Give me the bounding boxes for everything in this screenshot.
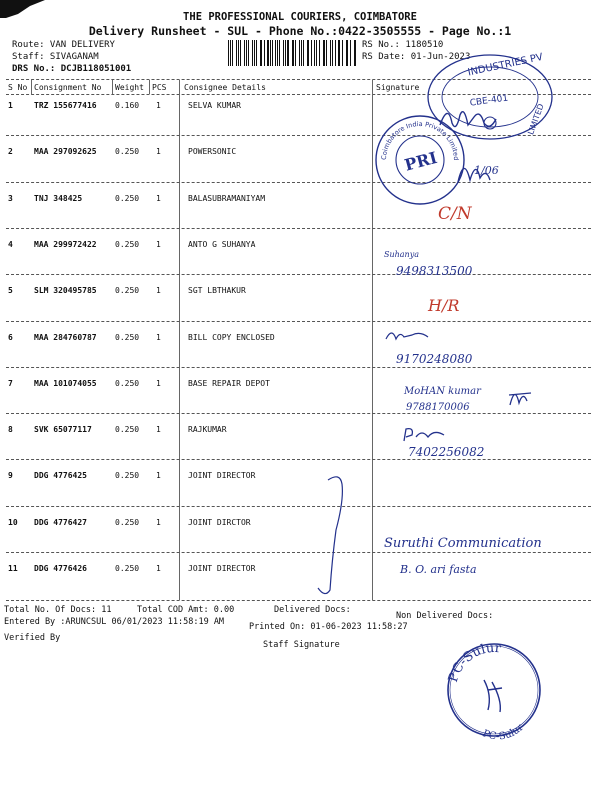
- row-divider: [6, 413, 591, 414]
- row-sno: 4: [8, 240, 13, 249]
- row-sno: 2: [8, 147, 13, 156]
- row-consignee: JOINT DIRECTOR: [188, 564, 256, 573]
- rs-date: RS Date: 01-Jun-2023: [362, 52, 471, 62]
- round-stamp-center: PRI: [402, 147, 440, 175]
- row-weight: 0.250: [115, 194, 140, 203]
- col-sep: [149, 80, 150, 94]
- row-pcs: 1: [156, 333, 161, 342]
- row-consignment: SVK 65077117: [34, 425, 92, 434]
- row-pcs: 1: [156, 147, 161, 156]
- printed-on: Printed On: 01-06-2023 11:58:27: [249, 622, 408, 632]
- row-weight: 0.250: [115, 240, 140, 249]
- row-weight: 0.250: [115, 518, 140, 527]
- signature-scribble-row1: [430, 95, 510, 140]
- row-consignment: TNJ 348425: [34, 194, 83, 203]
- handwritten-date: 1/06: [474, 164, 499, 177]
- entered-by: Entered By :ARUNCSUL 06/01/2023 11:58:19 AM: [4, 617, 225, 627]
- row-divider: [6, 459, 591, 460]
- pc-sulur-stamp: [444, 640, 544, 740]
- row-consignment: DDG 4776425: [34, 471, 87, 480]
- row-divider: [6, 228, 591, 229]
- col-sno: S No: [8, 83, 28, 92]
- barcode: [228, 40, 358, 66]
- row-weight: 0.250: [115, 425, 140, 434]
- drs-number: DRS No.: DCJB118051001: [12, 64, 132, 74]
- row-pcs: 1: [156, 564, 161, 573]
- row-weight: 0.250: [115, 333, 140, 342]
- row-sno: 10: [8, 518, 18, 527]
- industries-stamp-bottom: LIMITED: [526, 102, 546, 136]
- handwritten-suruthi: Suruthi Communication: [384, 536, 542, 551]
- pc-stamp-scribble: [484, 680, 502, 712]
- industries-stamp-text: INDUSTRIES PV: [466, 51, 544, 79]
- row-consignment: MAA 101074055: [34, 379, 97, 388]
- row-divider: [6, 182, 591, 183]
- col-pcs: PCS: [152, 83, 167, 92]
- row-sno: 11: [8, 564, 18, 573]
- handwritten-name-suhanya: Suhanya: [384, 250, 419, 259]
- row-consignee: RAJKUMAR: [188, 425, 227, 434]
- handwritten-bo-text: B. O. ari fasta: [400, 563, 477, 576]
- staff-label: Staff: SIVAGANAM: [12, 52, 99, 62]
- signature-scribble-row7: [505, 383, 535, 411]
- row-sno: 6: [8, 333, 13, 342]
- company-title: THE PROFESSIONAL COURIERS, COIMBATORE: [183, 11, 417, 23]
- row-consignment: MAA 297092625: [34, 147, 97, 156]
- row-sno: 3: [8, 194, 13, 203]
- row-pcs: 1: [156, 471, 161, 480]
- row-consignment: MAA 284760787: [34, 333, 97, 342]
- handwritten-phone-row4: 9498313500: [396, 264, 473, 278]
- row-sno: 5: [8, 286, 13, 295]
- row-weight: 0.250: [115, 379, 140, 388]
- row-consignment: DDG 4776426: [34, 564, 87, 573]
- non-delivered-docs: Non Delivered Docs:: [396, 611, 494, 621]
- handwritten-hr: H/R: [428, 296, 460, 315]
- industries-stamp-code: CBE-401: [469, 93, 509, 109]
- row-consignee: JOINT DIRECTOR: [188, 471, 256, 480]
- col-weight: Weight: [115, 83, 144, 92]
- row-divider: [6, 321, 591, 322]
- row-divider: [6, 274, 591, 275]
- signature-scribble-row6: [382, 325, 432, 347]
- runsheet-subtitle: Delivery Runsheet - SUL - Phone No.:0422-3505555 - Page No.:1: [88, 24, 512, 38]
- row-consignment: DDG 4776427: [34, 518, 87, 527]
- row-pcs: 1: [156, 240, 161, 249]
- row-consignment: SLM 320495785: [34, 286, 97, 295]
- verified-by-label: Verified By: [4, 633, 61, 643]
- footer-rule: [6, 600, 591, 601]
- row-weight: 0.250: [115, 564, 140, 573]
- row-pcs: 1: [156, 194, 161, 203]
- row-weight: 0.250: [115, 147, 140, 156]
- pc-stamp-top-text: PC-Sulur: [445, 640, 502, 685]
- row-consignee: BALASUBRAMANIYAM: [188, 194, 266, 203]
- row-divider: [6, 506, 591, 507]
- staff-pen-scribble: [310, 470, 355, 600]
- row-consignment: MAA 299972422: [34, 240, 97, 249]
- row-consignment: TRZ 155677416: [34, 101, 97, 110]
- col-consignment: Consignment No: [34, 83, 102, 92]
- row-sno: 9: [8, 471, 13, 480]
- consignee-separator: [179, 80, 180, 600]
- row-pcs: 1: [156, 379, 161, 388]
- row-pcs: 1: [156, 425, 161, 434]
- route-label: Route: VAN DELIVERY: [12, 40, 115, 50]
- row-consignee: ANTO G SUHANYA: [188, 240, 256, 249]
- row-pcs: 1: [156, 101, 161, 110]
- handwritten-phone-row6: 9170248080: [396, 352, 473, 366]
- row-consignee: JOINT DIRCTOR: [188, 518, 251, 527]
- row-weight: 0.250: [115, 286, 140, 295]
- col-signature: Signature: [376, 83, 420, 92]
- row-consignee: SGT LBTHAKUR: [188, 286, 246, 295]
- col-sep: [31, 80, 32, 94]
- signature-scribble-row8: [400, 425, 450, 447]
- svg-text:PC-Sulur: [446, 641, 503, 684]
- row-weight: 0.250: [115, 471, 140, 480]
- row-consignee: BASE REPAIR DEPOT: [188, 379, 270, 388]
- row-pcs: 1: [156, 286, 161, 295]
- handwritten-phone-row8: 7402256082: [408, 445, 485, 459]
- col-consignee: Consignee Details: [184, 83, 266, 92]
- row-sno: 8: [8, 425, 13, 434]
- handwritten-name-mohan: MoHAN kumar: [404, 386, 481, 397]
- svg-text:PC-Sulur: [481, 722, 526, 740]
- row-consignee: BILL COPY ENCLOSED: [188, 333, 275, 342]
- row-pcs: 1: [156, 518, 161, 527]
- row-consignee: SELVA KUMAR: [188, 101, 241, 110]
- row-divider: [6, 367, 591, 368]
- row-sno: 1: [8, 101, 13, 110]
- delivered-docs: Delivered Docs:: [274, 605, 351, 615]
- col-sep: [112, 80, 113, 94]
- pc-stamp-bottom-text: PC-Sulur: [480, 722, 526, 740]
- handwritten-cn: C/N: [438, 204, 472, 224]
- row-consignee: POWERSONIC: [188, 147, 237, 156]
- total-cod-amount: Total COD Amt: 0.00: [137, 605, 235, 615]
- rs-number: RS No.: 1180510: [362, 40, 444, 50]
- row-weight: 0.160: [115, 101, 140, 110]
- row-divider: [6, 552, 591, 553]
- staff-signature-label: Staff Signature: [263, 640, 340, 650]
- handwritten-phone-row7: 9788170006: [406, 402, 470, 413]
- row-sno: 7: [8, 379, 13, 388]
- round-stamp-ring-text: Coimbatore India Private Limited: [379, 119, 461, 161]
- total-docs: Total No. Of Docs: 11: [4, 605, 112, 615]
